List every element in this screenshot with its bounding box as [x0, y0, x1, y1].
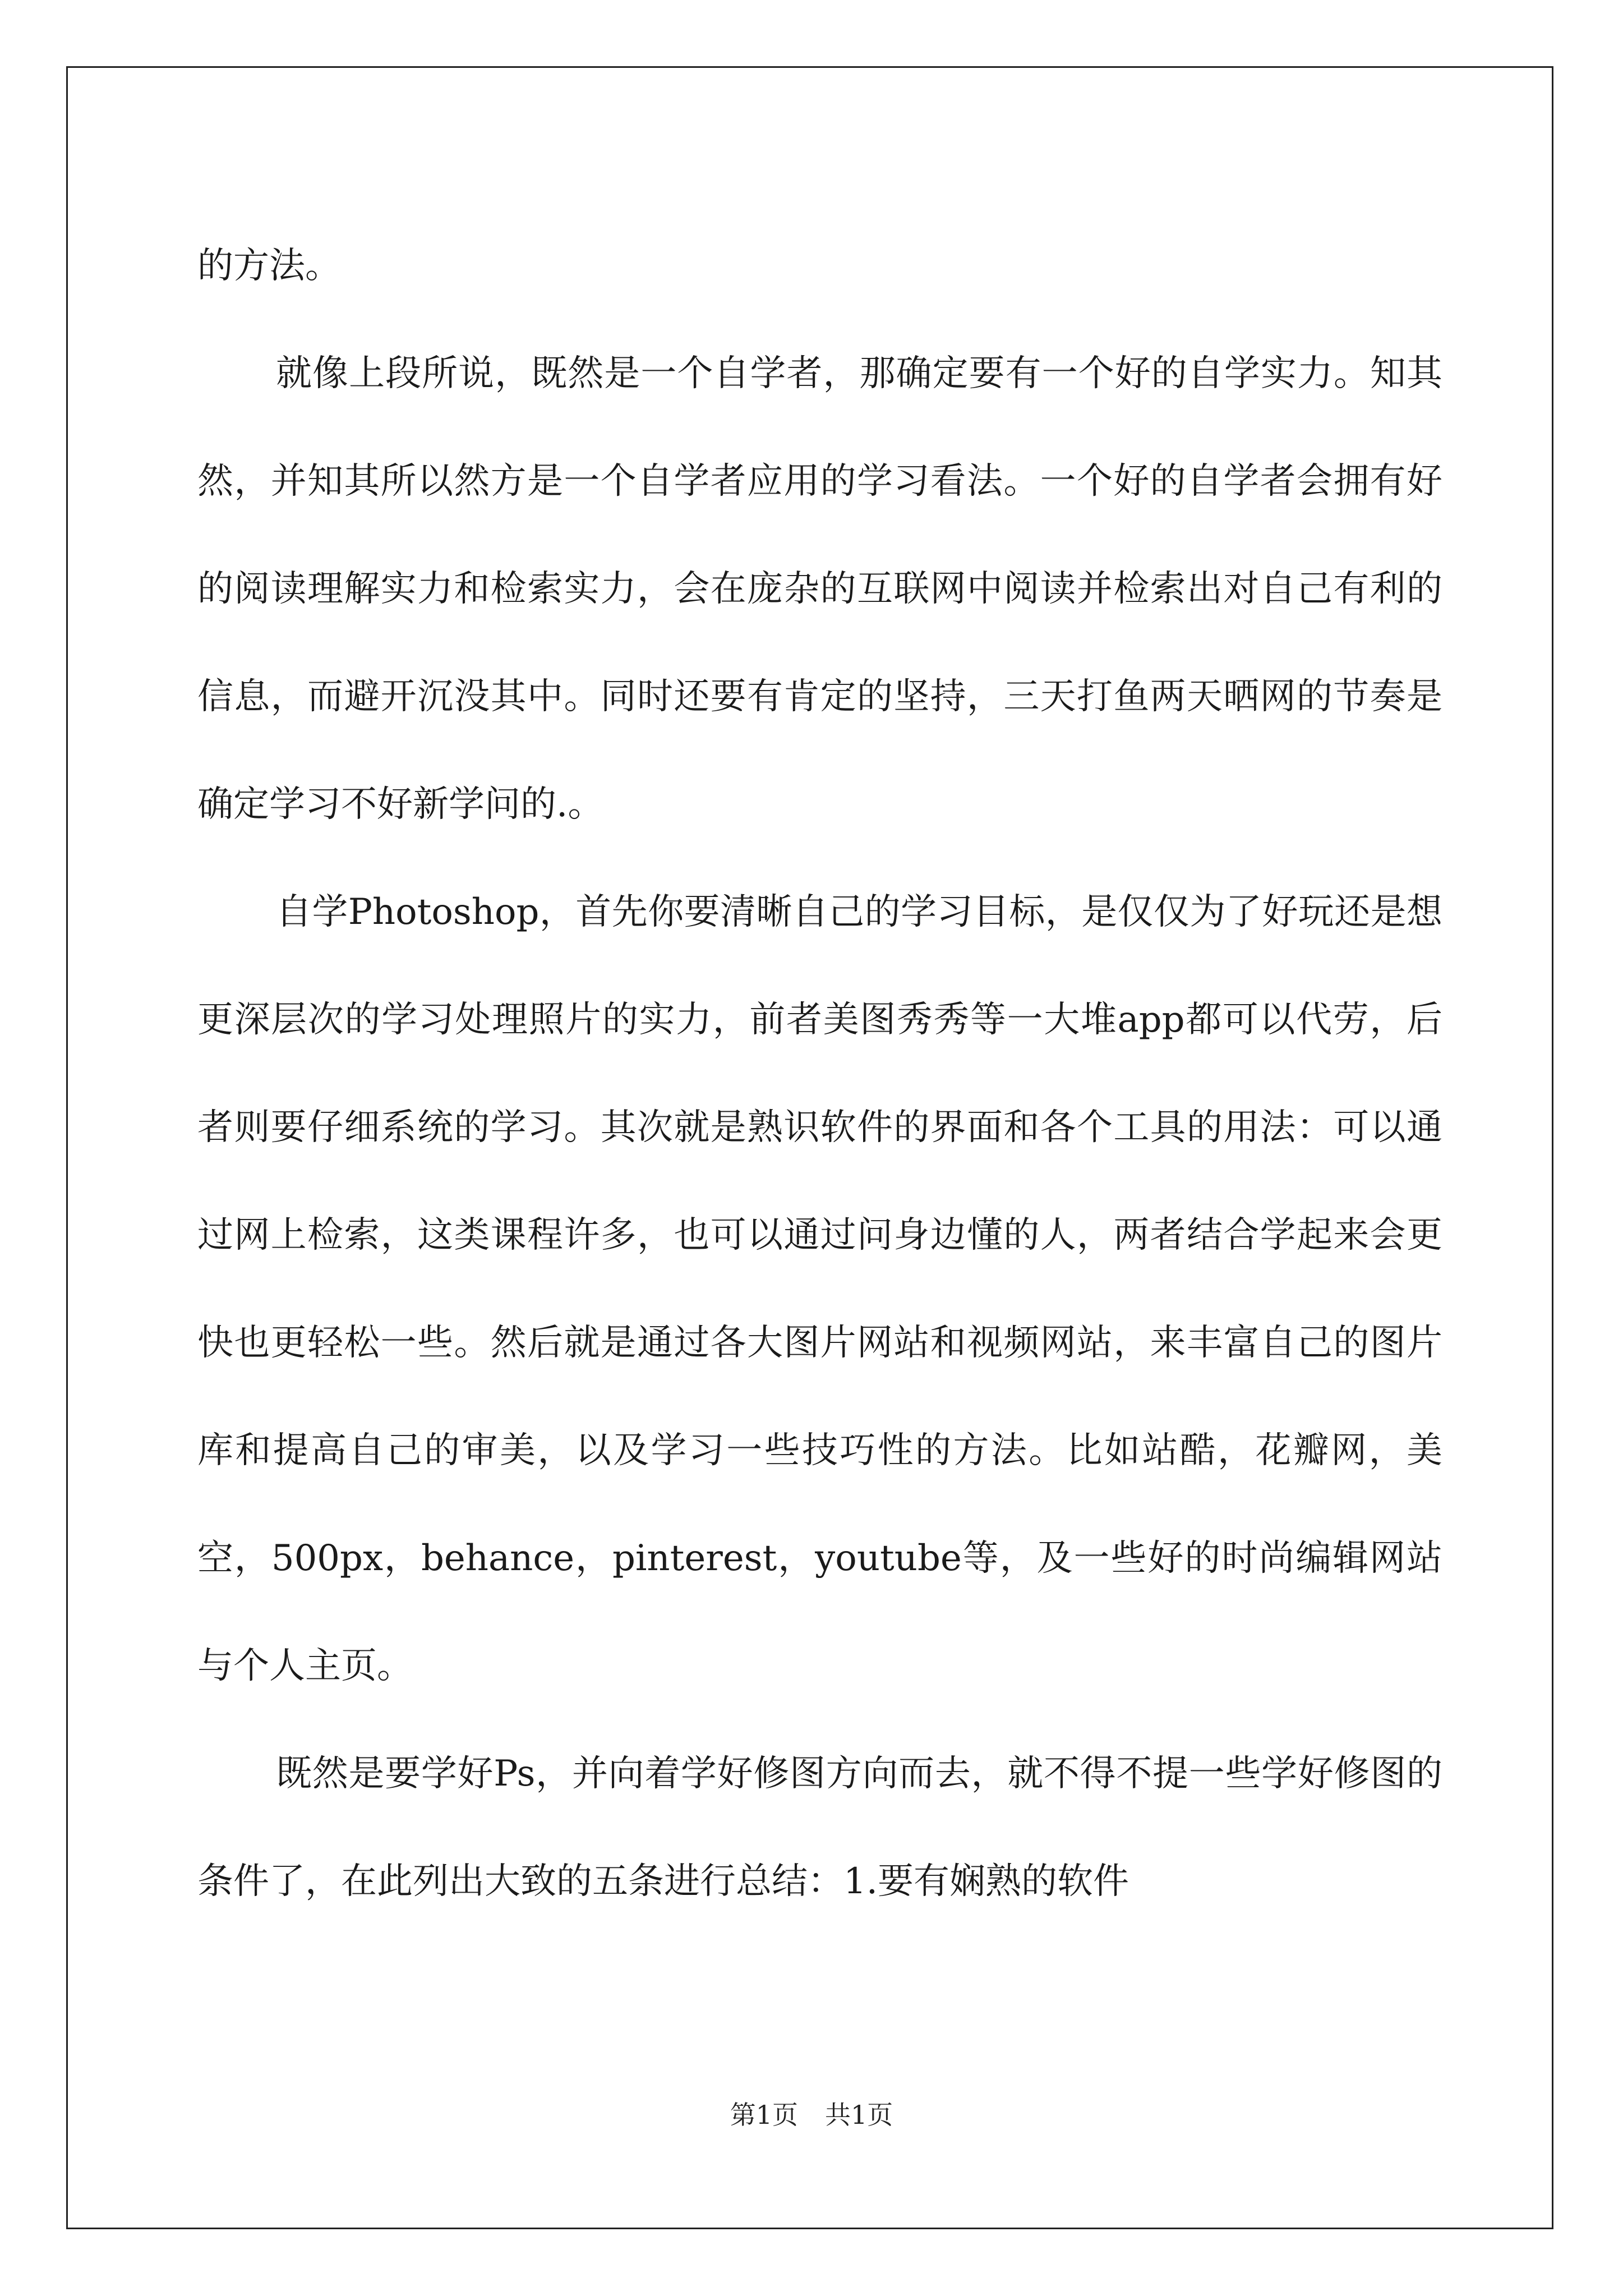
paragraph-1: 的方法。: [197, 245, 341, 287]
page-number: 第1页: [730, 2100, 798, 2130]
page-footer: [0, 2098, 1623, 2132]
paragraph-3: 自学Photoshop，首先你要清晰自己的学习目标，是仅仅为了好玩还是想更深层次的学习处理照片的实力，前者美图秀秀等一大堆app都可以代劳，后者则要仔细系统的学习。其次就是熟识软件的界面和各个工具的用法：可以通过网上检索，这类课程许多，也可以通过问身边懂的人，两者结合学起来会更快也更轻松一些。然后就是通过各大图片网站和视频网站，来丰富自己的图片库和提高自己的审美，以及学习一些技巧性的方法。比如站酷，花瓣网，美空，500px，behance，pinterest，youtube等，及一些好的时尚编辑网站与个人主页。: [197, 891, 1442, 1687]
document-body: [197, 212, 1442, 1935]
paragraph-4: 既然是要学好Ps，并向着学好修图方向而去，就不得不提一些学好修图的条件了，在此列出大致的五条进行总结：1.要有娴熟的软件: [197, 1753, 1442, 1902]
paragraph-2: 就像上段所说，既然是一个自学者，那确定要有一个好的自学实力。知其然，并知其所以然方是一个自学者应用的学习看法。一个好的自学者会拥有好的阅读理解实力和检索实力，会在庞杂的互联网中阅读并检索出对自己有利的信息，而避开沉没其中。同时还要有肯定的坚持，三天打鱼两天晒网的节奏是确定学习不好新学问的.。: [197, 353, 1442, 825]
page-total: 共1页: [825, 2100, 893, 2130]
